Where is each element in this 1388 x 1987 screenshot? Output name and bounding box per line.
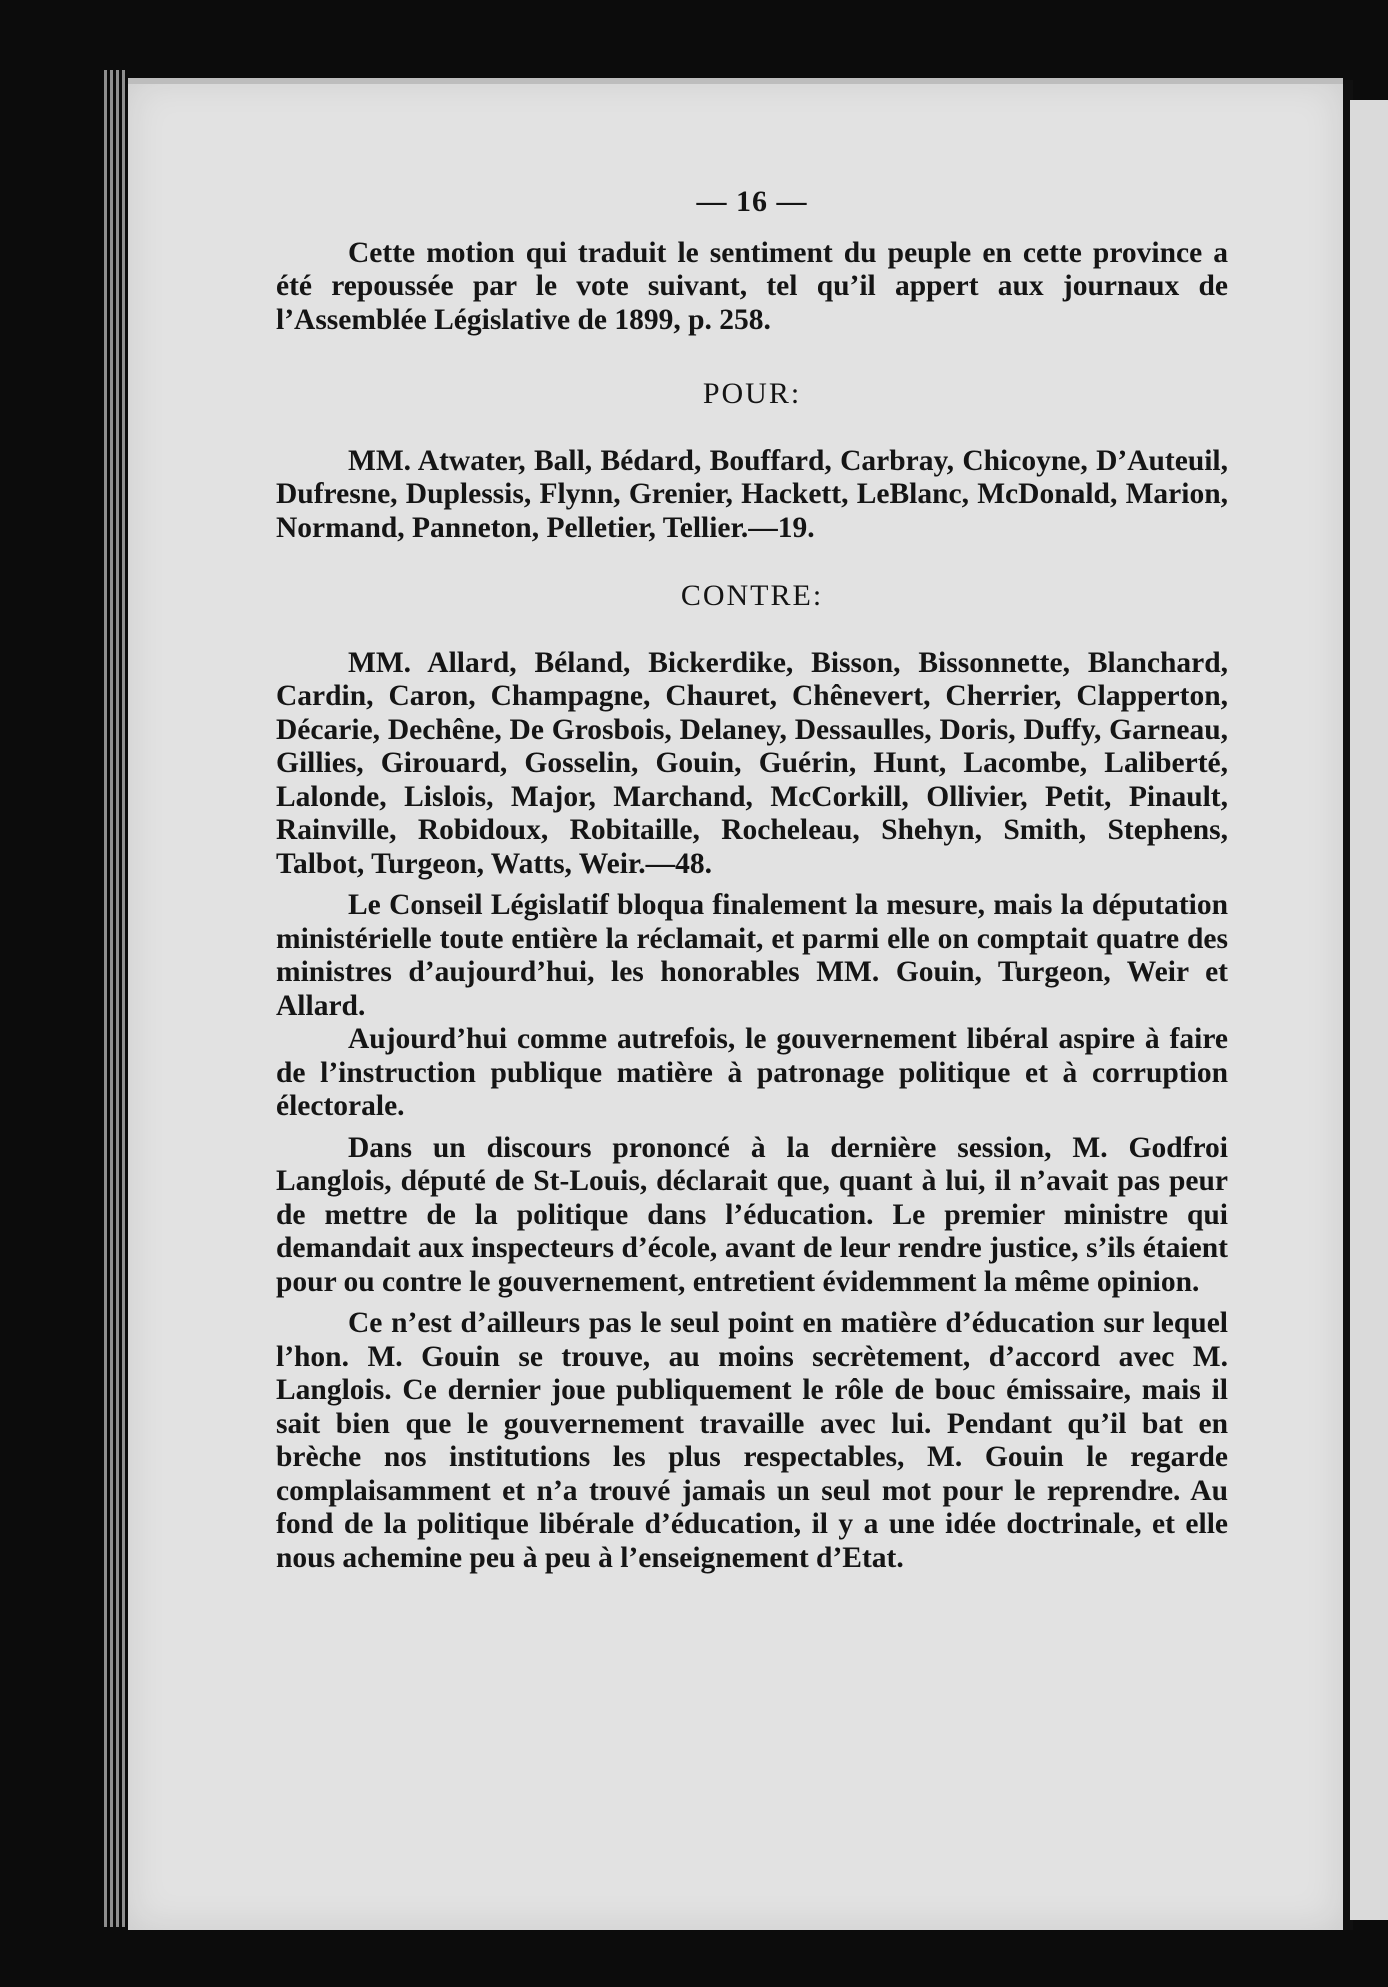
vote-for-names: MM. Atwater, Ball, Bédard, Bouffard, Carbray, Chicoyne, D’Auteuil, Dufresne, Duplessis, Flynn, Grenier, Hackett, LeBlanc, McDonald, Marion, Normand, Panneton, Pelletier, Tellier.—19. xyxy=(276,444,1228,544)
page-edge xyxy=(116,70,119,1927)
page-edge xyxy=(122,70,125,1927)
page-edge xyxy=(104,70,107,1927)
page-text xyxy=(276,185,1228,1575)
vote-for-heading: POUR: xyxy=(702,377,802,410)
page-number: — 16 — xyxy=(696,185,808,218)
vote-against-names: MM. Allard, Béland, Bickerdike, Bisson, Bissonnette, Blanchard, Cardin, Caron, Champagne, Chauret, Chênevert, Cherrier, Clapperton, Décarie, Dechêne, De Grosbois, Delaney, Dessaulles, Doris, Duffy, Garneau, Gillies, Girouard, Gosselin, Gouin, Guérin, Hunt, Lacombe, Laliberté, Lalonde, Lislois, Major, Marchand, McCorkill, Ollivier, Petit, Pinault, Rainville, Robidoux, Robitaille, Rocheleau, Shehyn, Smith, Stephens, Talbot, Turgeon, Watts, Weir.—48. xyxy=(276,646,1228,880)
body-paragraph: Ce n’est d’ailleurs pas le seul point en matière d’éducation sur lequel l’hon. M. Gouin se trouve, au moins secrètement, d’accord avec M. Langlois. Ce dernier joue publiquement le rôle de bouc émissaire, mais il sait bien que le gouvernement travaille avec lui. Pendant qu’il bat en brèche nos institutions les plus respectables, M. Gouin le regarde complaisamment et n’a trouvé jamais un seul mot pour le reprendre. Au fond de la politique libérale d’éducation, il y a une idée doctrinale, et elle nous achemine peu à peu à l’enseignement d’Etat. xyxy=(276,1307,1228,1574)
page-edge xyxy=(110,70,113,1927)
vote-against-heading: CONTRE: xyxy=(680,579,824,612)
body-paragraph: Le Conseil Législatif bloqua finalement la mesure, mais la députation ministérielle toute entière la réclamait, et parmi elle on comptait quatre des ministres d’aujourd’hui, les honorables MM. Gouin, Turgeon, Weir et Allard. xyxy=(276,889,1228,1022)
body-paragraph: Aujourd’hui comme autrefois, le gouvernement libéral aspire à faire de l’instruction publique matière à patronage politique et à corruption électorale. xyxy=(276,1023,1228,1122)
intro-paragraph: Cette motion qui traduit le sentiment du peuple en cette province a été repoussée par le vote suivant, tel qu’il appert aux journaux de l’Assemblée Législative de 1899, p. 258. xyxy=(276,236,1228,336)
next-page-edge xyxy=(1350,100,1388,1920)
body-paragraph: Dans un discours prononcé à la dernière session, M. Godfroi Langlois, député de St-Louis, déclarait que, quant à lui, il n’avait pas peur de mettre de la politique dans l’éducation. Le premier ministre qui demandait aux inspecteurs d’école, avant de leur rendre justice, s’ils étaient pour ou contre le gouvernement, entretient évidemment la même opinion. xyxy=(276,1131,1228,1298)
